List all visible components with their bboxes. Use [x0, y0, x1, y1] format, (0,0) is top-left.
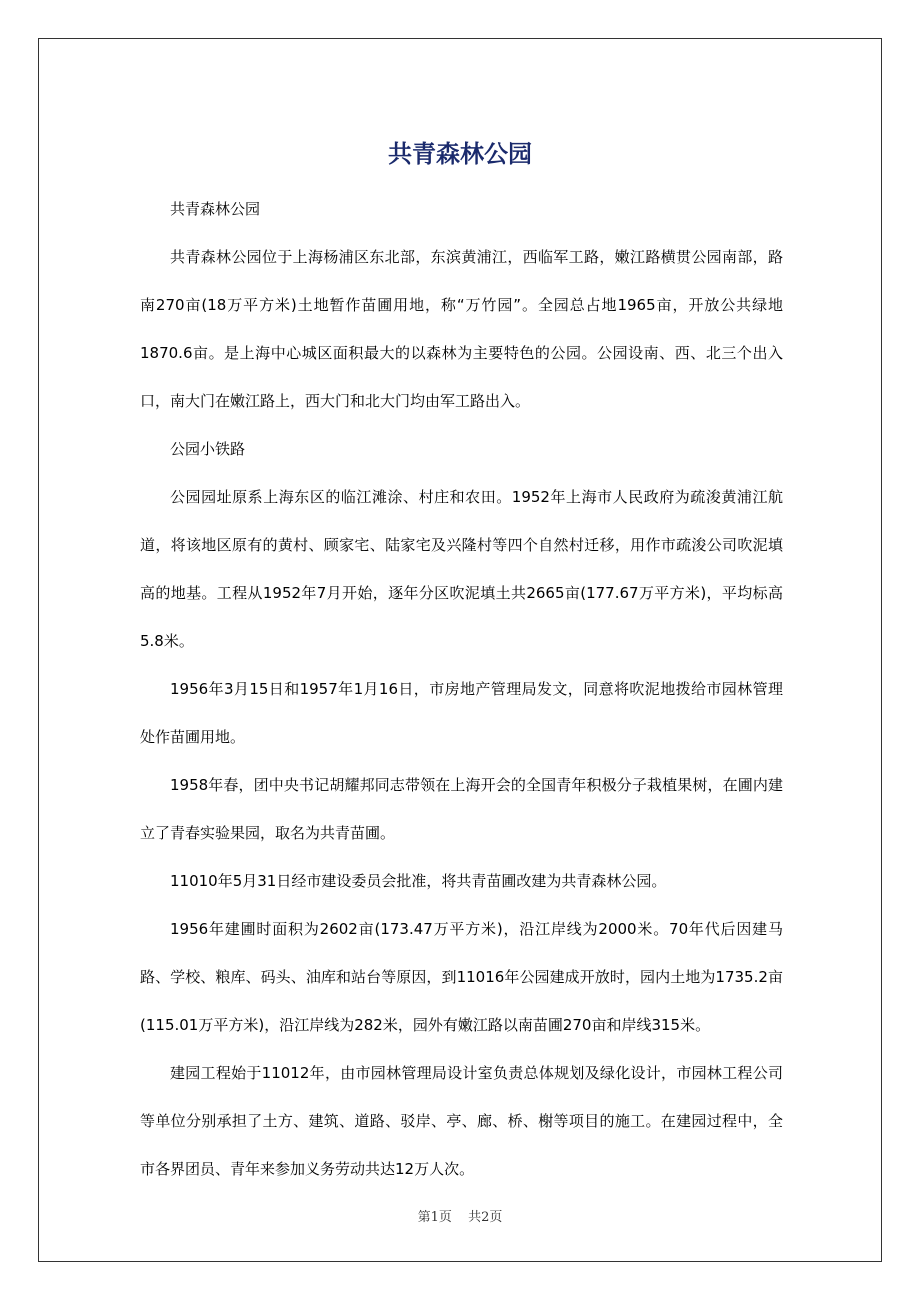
- paragraph: 1958年春，团中央书记胡耀邦同志带领在上海开会的全国青年积极分子栽植果树，在圃内建立了青春实验果园，取名为共青苗圃。: [140, 776, 783, 842]
- document-body: [140, 185, 783, 1193]
- section-heading: 共青森林公园: [170, 200, 261, 218]
- paragraph: 公园园址原系上海东区的临江滩涂、村庄和农田。1952年上海市人民政府为疏浚黄浦江航道，将该地区原有的黄村、顾家宅、陆家宅及兴隆村等四个自然村迁移，用作市疏浚公司吹泥填高的地基。工程从1952年7月开始，逐年分区吹泥填土共2665亩(177.67万平方米)，平均标高5.8米。: [140, 488, 783, 650]
- current-page: 第1页: [417, 1210, 452, 1225]
- paragraph: 共青森林公园位于上海杨浦区东北部，东滨黄浦江，西临军工路，嫩江路横贯公园南部，路南270亩(18万平方米)土地暂作苗圃用地，称“万竹园”。全园总占地1965亩，开放公共绿地1870.6亩。是上海中心城区面积最大的以森林为主要特色的公园。公园设南、西、北三个出入口，南大门在嫩江路上，西大门和北大门均由军工路出入。: [140, 248, 783, 410]
- total-pages: 共2页: [468, 1210, 503, 1225]
- document-title: 共青森林公园: [388, 140, 532, 169]
- section-heading: 公园小铁路: [170, 440, 246, 458]
- paragraph: 建园工程始于11012年，由市园林管理局设计室负责总体规划及绿化设计，市园林工程公司等单位分别承担了土方、建筑、道路、驳岸、亭、廊、桥、榭等项目的施工。在建园过程中，全市各界团员、青年来参加义务劳动共达12万人次。: [140, 1064, 783, 1178]
- paragraph: 1956年建圃时面积为2602亩(173.47万平方米)，沿江岸线为2000米。70年代后因建马路、学校、粮库、码头、油库和站台等原因，到11016年公园建成开放时，园内土地为1735.2亩(115.01万平方米)，沿江岸线为282米，园外有嫩江路以南苗圃270亩和岸线315米。: [140, 920, 783, 1034]
- page-footer: [0, 1206, 920, 1225]
- paragraph: 1956年3月15日和1957年1月16日，市房地产管理局发文，同意将吹泥地拨给市园林管理处作苗圃用地。: [140, 680, 783, 746]
- paragraph: 11010年5月31日经市建设委员会批准，将共青苗圃改建为共青森林公园。: [170, 872, 667, 890]
